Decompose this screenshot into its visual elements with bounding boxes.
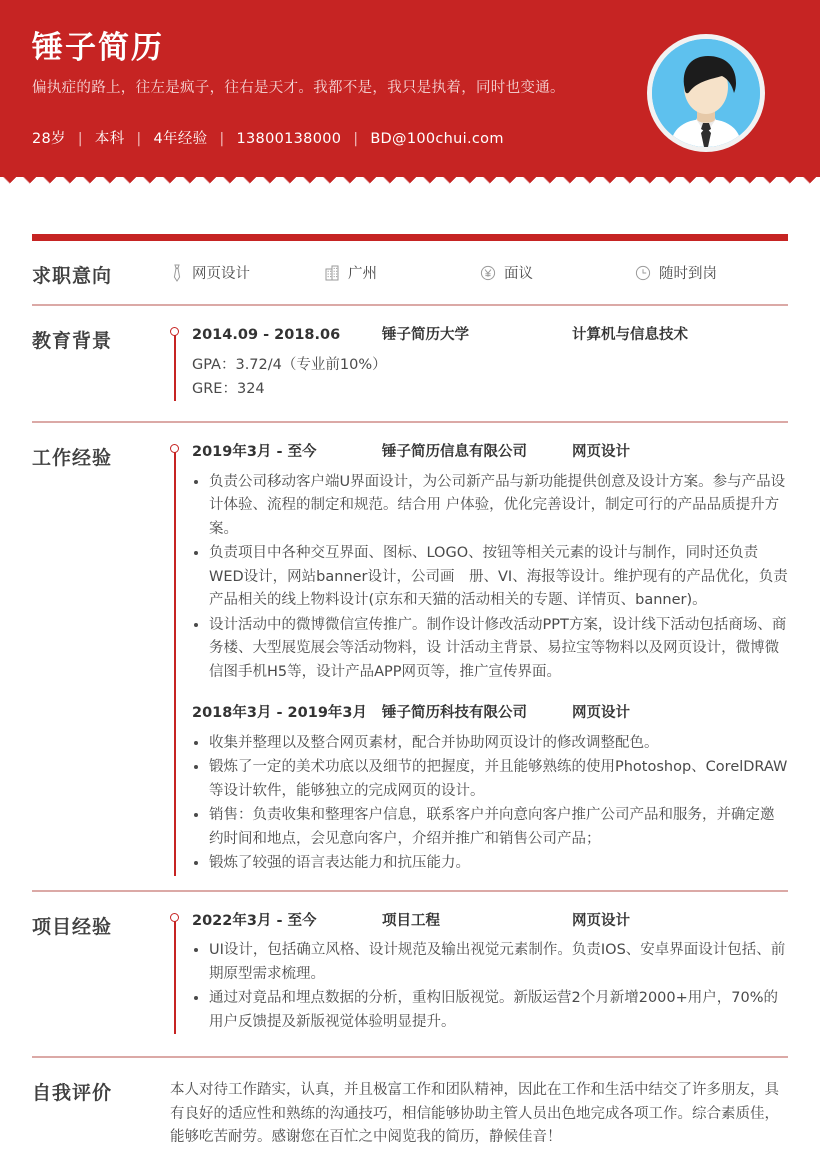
list-item: 收集并整理以及整合网页素材，配合并协助网页设计的修改调整配色。 bbox=[192, 732, 788, 755]
education-body bbox=[170, 324, 788, 405]
project-role: 网页设计 bbox=[572, 912, 630, 929]
necktie-icon bbox=[170, 264, 184, 282]
section-top-bar bbox=[32, 234, 788, 241]
section-self-evaluation bbox=[32, 1058, 788, 1165]
project-name: 项目工程 bbox=[382, 912, 440, 929]
resume-content bbox=[0, 234, 820, 1166]
list-item: 锻炼了一定的美术功底以及细节的把握度，并且能够熟练的使用Photoshop、CorelDRAW等设计软件，能够独立的完成网页的设计。 bbox=[192, 756, 788, 803]
evaluation-body bbox=[170, 1076, 788, 1149]
header-tagline: 偏执症的路上，往左是疯子，往右是天才。我都不是，我只是执着，同时也变通。 bbox=[32, 80, 565, 97]
yuan-circle-icon bbox=[480, 265, 496, 281]
avatar-image bbox=[652, 39, 760, 147]
section-job-intention bbox=[32, 241, 788, 304]
work-company: 锤子简历信息有限公司 bbox=[382, 444, 527, 461]
list-item: 销售：负责收集和整理客户信息，联系客户并向意向客户推广公司产品和服务，并确定邀约时间和地点，会见意向客户，介绍并推广和销售公司产品； bbox=[192, 804, 788, 851]
zigzag-edge bbox=[0, 177, 820, 190]
education-timeline bbox=[170, 324, 788, 401]
intention-position-text: 网页设计 bbox=[192, 266, 250, 282]
education-details bbox=[192, 354, 788, 401]
meta-experience: 4年经验 bbox=[153, 130, 208, 147]
intention-item-availability bbox=[635, 262, 717, 283]
intention-body bbox=[170, 259, 788, 288]
education-school: 锤子简历大学 bbox=[382, 327, 469, 343]
project-body bbox=[170, 910, 788, 1038]
work-entry-head bbox=[192, 441, 788, 463]
work-timeline bbox=[170, 441, 788, 875]
intention-item-city bbox=[325, 262, 480, 283]
section-project-experience bbox=[32, 892, 788, 1056]
section-label-education: 教育背景 bbox=[32, 330, 113, 352]
work-role: 网页设计 bbox=[572, 444, 630, 461]
intention-salary-text: 面议 bbox=[504, 266, 533, 282]
work-bullets bbox=[192, 471, 788, 684]
meta-separator: | bbox=[77, 130, 83, 147]
work-entry bbox=[192, 702, 788, 875]
intention-item-position bbox=[170, 262, 325, 283]
resume-header bbox=[0, 0, 820, 190]
meta-separator: | bbox=[136, 130, 142, 147]
meta-education: 本科 bbox=[94, 130, 125, 147]
intention-row bbox=[170, 259, 788, 283]
list-item: 通过对竟品和埋点数据的分析，重构旧版视觉。新版运营2个月新增2000+用户，70%的用户反馈提及新版视觉体验明显提升。 bbox=[192, 987, 788, 1034]
section-education bbox=[32, 306, 788, 421]
work-bullets bbox=[192, 732, 788, 876]
meta-phone: 13800138000 bbox=[236, 130, 342, 147]
project-date: 2022年3月 - 至今 bbox=[192, 912, 317, 929]
list-item: UI设计，包括确立风格、设计规范及输出视觉元素制作。负责IOS、安卓界面设计包括、前期原型需求梳理。 bbox=[192, 939, 788, 986]
work-date: 2018年3月 - 2019年3月 bbox=[192, 705, 368, 722]
education-gpa: GPA：3.72/4（专业前10%） bbox=[192, 357, 387, 374]
meta-email: BD@100chui.com bbox=[370, 130, 504, 147]
education-major: 计算机与信息技术 bbox=[572, 327, 688, 343]
section-work-experience bbox=[32, 423, 788, 889]
meta-separator: | bbox=[219, 130, 225, 147]
meta-age: 28岁 bbox=[32, 130, 66, 147]
section-label-work: 工作经验 bbox=[32, 447, 113, 470]
list-item: 负责项目中各种交互界面、图标、LOGO、按钮等相关元素的设计与制作，同时还负责WED设计，网站banner设计，公司画 册、VI、海报等设计。维护现有的产品优化，负责产品相关的线上物料设计(京东和天猫的活动相关的专题、详情页、banner)。 bbox=[192, 542, 788, 612]
intention-item-salary bbox=[480, 262, 635, 283]
education-gre: GRE：324 bbox=[192, 380, 265, 397]
section-label-intention: 求职意向 bbox=[32, 265, 113, 287]
work-entry bbox=[192, 441, 788, 684]
project-timeline bbox=[170, 910, 788, 1034]
timeline-dot-icon bbox=[170, 327, 179, 336]
education-entry bbox=[192, 324, 788, 401]
work-role: 网页设计 bbox=[572, 705, 630, 722]
education-entry-head bbox=[192, 324, 788, 346]
section-label-evaluation: 自我评价 bbox=[32, 1082, 113, 1105]
education-date: 2014.09 - 2018.06 bbox=[192, 327, 341, 343]
header-text-block bbox=[32, 30, 592, 148]
timeline-dot-icon bbox=[170, 913, 179, 922]
clock-icon bbox=[635, 265, 651, 281]
timeline-dot-icon bbox=[170, 444, 179, 453]
work-date: 2019年3月 - 至今 bbox=[192, 444, 317, 461]
project-bullets bbox=[192, 939, 788, 1034]
work-body bbox=[170, 441, 788, 879]
project-entry-head bbox=[192, 910, 788, 932]
evaluation-text: 本人对待工作踏实，认真，并且极富工作和团队精神，因此在工作和生活中结交了许多朋友，具有良好的适应性和熟练的沟通技巧，相信能够协助主管人员出色地完成各项工作。综合素质佳，能够吃苦耐劳。感谢您在百忙之中阅览我的简历，静候佳音！ bbox=[170, 1082, 779, 1146]
building-icon bbox=[325, 265, 340, 281]
list-item: 负责公司移动客户端U界面设计，为公司新产品与新功能提供创意及设计方案。参与产品设计体验、流程的制定和规范。结合用 户体验，优化完善设计，制定可行的产品品质提升方案。 bbox=[192, 471, 788, 541]
section-label-project: 项目经验 bbox=[32, 915, 113, 938]
work-company: 锤子简历科技有限公司 bbox=[382, 705, 527, 722]
intention-city-text: 广州 bbox=[348, 266, 377, 282]
page-title: 锤子简历 bbox=[32, 30, 164, 66]
list-item: 锻炼了较强的语言表达能力和抗压能力。 bbox=[192, 852, 788, 875]
work-entry-head bbox=[192, 702, 788, 724]
list-item: 设计活动中的微博微信宣传推广。制作设计修改活动PPT方案，设计线下活动包括商场、商务楼、大型展览展会等活动物料，设 计活动主背景、易拉宝等物料以及网页设计，微博微信图手机H5等，设计产品APP网页等，推广宣传界面。 bbox=[192, 614, 788, 684]
intention-availability-text: 随时到岗 bbox=[659, 266, 717, 282]
meta-separator: | bbox=[353, 130, 359, 147]
project-entry bbox=[192, 910, 788, 1034]
avatar bbox=[647, 34, 765, 152]
person-avatar-icon bbox=[652, 39, 760, 147]
header-meta bbox=[32, 127, 592, 148]
